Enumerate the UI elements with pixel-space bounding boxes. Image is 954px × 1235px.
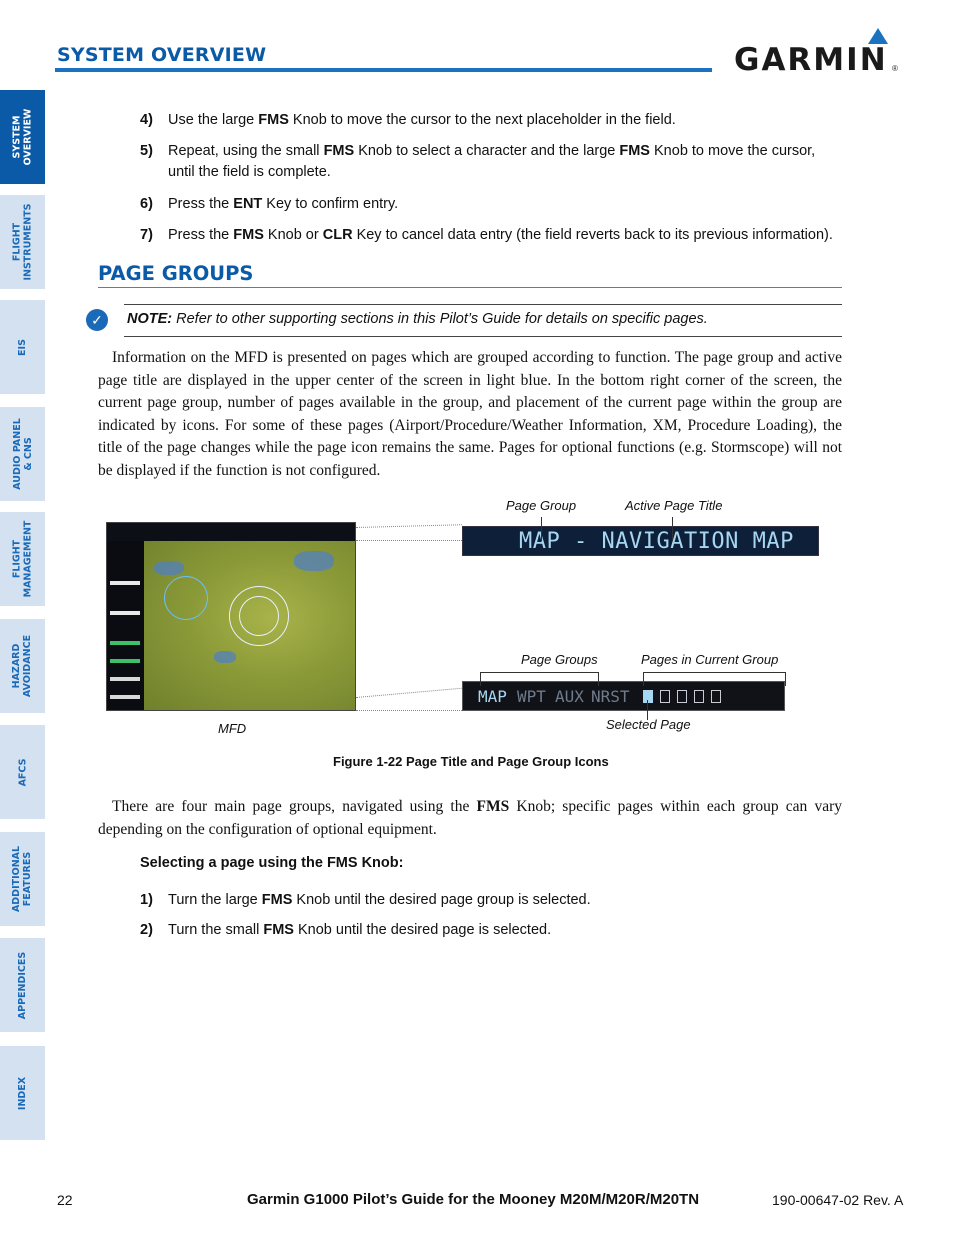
step-number: 4) [140, 112, 153, 128]
footer-doc-number: 190-00647-02 Rev. A [772, 1192, 904, 1208]
side-tab-label: AUDIO PANEL & CNS [11, 418, 34, 490]
side-tab-eis[interactable] [0, 300, 45, 394]
mfd-screenshot [106, 522, 356, 711]
step-5 [140, 141, 842, 183]
selected-page-icon [643, 690, 653, 703]
side-tab-index[interactable] [0, 1046, 45, 1140]
garmin-logo [734, 28, 899, 78]
side-tab-hazard-avoidance[interactable] [0, 619, 45, 713]
step-text: Turn the small FMS Knob until the desired page is selected. [168, 922, 552, 938]
side-tab-additional-features[interactable] [0, 832, 45, 926]
footer-page-number: 22 [57, 1192, 73, 1208]
side-tab-label: APPENDICES [17, 951, 29, 1019]
note-bottom-rule [124, 336, 842, 337]
active-page-title: MAP - NAVIGATION MAP [519, 529, 794, 554]
side-tab-audio-panel[interactable] [0, 407, 45, 501]
page-group-aux: AUX [555, 687, 584, 706]
procedure-subhead: Selecting a page using the FMS Knob: [140, 855, 404, 871]
side-tab-flight-instruments[interactable] [0, 195, 45, 289]
note-top-rule [124, 304, 842, 305]
note-check-icon: ✓ [86, 309, 108, 331]
section-title: SYSTEM OVERVIEW [57, 44, 267, 66]
active-page-title-display [462, 526, 819, 556]
callout-pages-in-current-group: Pages in Current Group [641, 652, 779, 667]
page-icon [711, 690, 721, 703]
step-text: Turn the large FMS Knob until the desired page group is selected. [168, 892, 591, 908]
paragraph-page-groups: Information on the MFD is presented on pages which are grouped according to function. The page group and active page title are displayed in the upper center of the screen in light blue. In the bottom right corner of the screen, the current page group, number of pages available in the group, and placement of the current page within the group are indicated by icons. For some of these pages (Airport/Procedure/Weather Information, XM, Procedure Loading), the title of the page changes while the page icon remains the same. Pages for optional functions (e.g. Stormscope) will not be displayed if the function is not configured. [98, 349, 842, 479]
page-group-display [462, 681, 785, 711]
callout-selected-page: Selected Page [606, 717, 691, 732]
footer-title: Garmin G1000 Pilot’s Guide for the Mooney M20M/M20R/M20TN [247, 1191, 700, 1208]
callout-page-group: Page Group [506, 498, 577, 513]
side-tab-flight-management[interactable] [0, 512, 45, 606]
step-number: 2) [140, 922, 153, 938]
side-tab-label: AFCS [17, 758, 28, 786]
side-tab-label: FLIGHT INSTRUMENTS [11, 203, 34, 281]
page-groups-heading: PAGE GROUPS [98, 262, 254, 285]
mfd-eis-strip [107, 541, 144, 711]
step-7 [140, 225, 842, 246]
heading-rule [98, 287, 842, 288]
note-text: NOTE: Refer to other supporting sections in this Pilot’s Guide for details on specific pages. [127, 311, 708, 327]
page-group-map: MAP [478, 687, 507, 706]
step-number: 5) [140, 143, 153, 159]
step-number: 6) [140, 196, 153, 212]
side-tab-system-overview[interactable] [0, 90, 45, 184]
side-tab-label: HAZARD AVOIDANCE [11, 634, 34, 698]
step-text: Use the large FMS Knob to move the cursor to the next placeholder in the field. [168, 112, 676, 128]
step-text: Press the ENT Key to confirm entry. [168, 196, 399, 212]
side-tab-label: INDEX [17, 1076, 28, 1110]
step-6 [140, 194, 842, 215]
step-number: 1) [140, 892, 153, 908]
mfd-moving-map [144, 541, 356, 711]
step-text: Press the FMS Knob or CLR Key to cancel data entry (the field reverts back to its previous information). [168, 227, 833, 243]
side-tab-label: EIS [17, 338, 28, 356]
side-tab-label: ADDITIONAL FEATURES [11, 845, 34, 913]
header-rule [55, 68, 712, 72]
side-tab-afcs[interactable] [0, 725, 45, 819]
mfd-top-strip [107, 523, 356, 541]
page-group-wpt: WPT [517, 687, 546, 706]
page-icon [660, 690, 670, 703]
page-group-nrst: NRST [591, 687, 630, 706]
page-icon [694, 690, 704, 703]
procedure-step-1 [140, 890, 842, 911]
step-4 [140, 110, 842, 131]
logo-registered-mark: ® [892, 64, 898, 73]
callout-active-page-title: Active Page Title [625, 498, 723, 513]
page-icon [677, 690, 687, 703]
step-text: Repeat, using the small FMS Knob to select a character and the large FMS Knob to move the cursor, until the field is complete. [168, 143, 816, 180]
logo-text: GARMIN [734, 42, 888, 78]
side-tab-appendices[interactable] [0, 938, 45, 1032]
callout-mfd: MFD [218, 721, 247, 736]
side-tab-label: FLIGHT MANAGEMENT [11, 520, 34, 598]
paragraph-four-groups: There are four main page groups, navigated using the FMS Knob; specific pages within each group can vary depending on the configuration of optional equipment. [98, 798, 843, 838]
procedure-step-2 [140, 920, 842, 941]
callout-page-groups: Page Groups [521, 652, 598, 667]
side-tab-label: SYSTEM OVERVIEW [11, 108, 34, 166]
figure-caption: Figure 1-22 Page Title and Page Group Icons [333, 754, 609, 769]
step-number: 7) [140, 227, 153, 243]
